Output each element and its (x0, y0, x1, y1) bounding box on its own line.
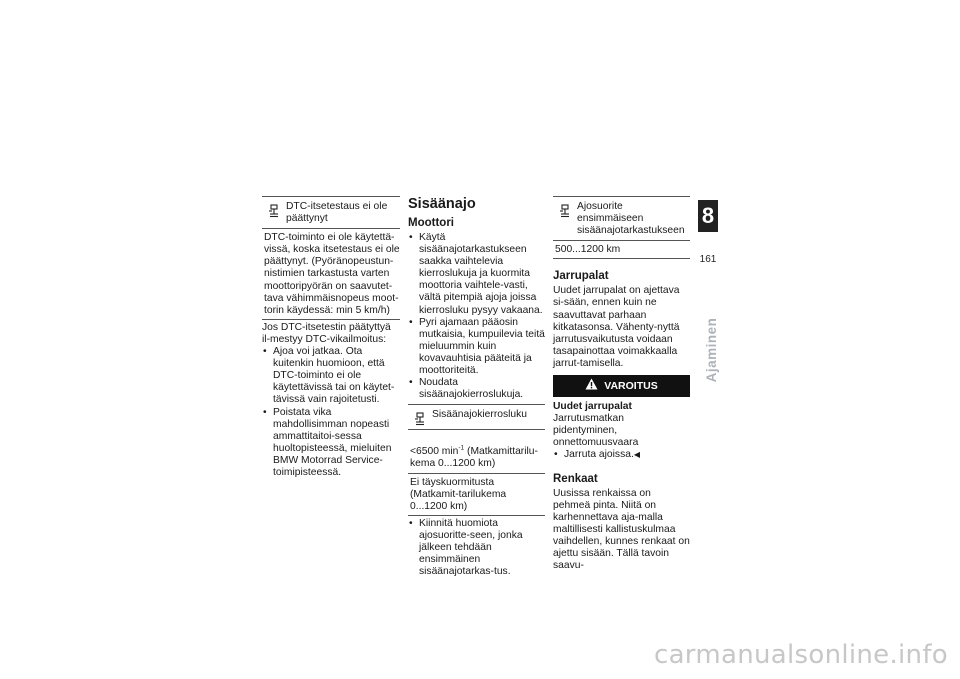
engine-check-icon (553, 201, 577, 237)
info-box-cell-load: Ei täyskuormitusta (Matkamit-tarilukema 0...1200 km) (408, 473, 545, 515)
column-2 (408, 196, 545, 578)
list-item (553, 449, 690, 461)
list-item: • Noudata sisäänajokierroslukuja. (408, 377, 545, 401)
info-box-body: DTC-toiminto ei ole käytettä-vissä, koska itsetestaus ei ole päättynyt. (Pyöränopeustun-nistimien tarkastusta varten moottoripyörän on saavutet-tava vähimmäisnopeus moot-torin käydessä: min 5 km/h) (264, 232, 400, 316)
subsection-title-engine: Moottori (408, 217, 454, 229)
info-box-header (553, 197, 690, 241)
list-item: • Kiinnitä huomiota ajosuoritte-seen, jonka jälkeen tehdään ensimmäinen sisäänajotarkas-tus. (408, 518, 545, 578)
paragraph-dtc-error: Jos DTC-itsetestin päätyttyä il-mestyy DTC-vikailmoitus: (262, 321, 391, 345)
column-1 (262, 196, 400, 479)
warning-banner (553, 375, 690, 397)
info-box-dtc (262, 196, 400, 320)
bullet-list-warning (553, 449, 690, 461)
info-box-header (262, 197, 400, 229)
paragraph-brake-pads: Uudet jarrupalat on ajettava si-sään, ennen kuin ne saavuttavat parhaan kitkatasonsa. Vähenty-nyttä jarrutusvaikutusta voidaan tasapainottaa voimakkaalla jarrut-tamisella. (553, 285, 680, 369)
warning-text: Jarrutusmatkan pidentyminen, onnettomuusvaara (553, 413, 639, 449)
warning-triangle-icon (585, 378, 598, 393)
info-box-header (408, 405, 545, 430)
info-box-first-inspection (553, 196, 690, 259)
info-box-title: Sisäänajokierrosluku (432, 409, 528, 421)
rpm-unit-exponent: -1 (458, 444, 465, 452)
rpm-value: <6500 min (410, 446, 459, 458)
engine-check-icon (408, 409, 432, 426)
list-item: • Ajoa voi jatkaa. Ota kuitenkin huomioon, että DTC-toiminto ei ole käytettävissä tai on käytet-tävissä vain rajoitetusti. (262, 346, 400, 406)
info-box-title: Ajosuorite ensimmäiseen sisäänajotarkastukseen (577, 201, 685, 237)
bullet-list-mileage (408, 518, 545, 578)
page-number: 161 (699, 254, 717, 265)
warning-bullet-text: Jarruta ajoissa. (564, 449, 634, 461)
engine-check-icon (262, 201, 286, 225)
warning-subheading: Uudet jarrupalat (553, 401, 632, 413)
section-title-brake-pads: Jarrupalat (553, 270, 609, 283)
list-item: • Pyri ajamaan pääosin mutkaisia, kumpuilevia teitä mieluummin kuin kovavauhtisia pääteitä ja moottoriteitä. (408, 317, 545, 377)
paragraph-tyres: Uusissa renkaissa on pehmeä pinta. Niitä on karhennettava aja-malla maltillisesti kallistuskulmaa vaihdellen, kunnes renkaat on ajettu sisään. Tällä tavoin saavu- (553, 487, 690, 572)
chapter-number-tab: 8 (698, 200, 718, 232)
rpm-odometer-range: (Matkamittarilu-kema 0...1200 km) (410, 446, 538, 470)
info-box-cell-rpm (408, 430, 545, 472)
list-item: • Poistata vika mahdollisimman nopeasti ammattitaitoi-sessa huoltopisteessä, mieluiten BMW Motorrad Service-toimipisteessä. (262, 407, 400, 480)
info-box-break-in-rpm (408, 404, 545, 515)
warning-label: VAROITUS (604, 379, 658, 392)
column-3 (553, 196, 690, 572)
bullet-list-engine (408, 232, 545, 401)
chapter-label: Ajaminen (703, 317, 719, 383)
list-item: • Käytä sisäänajotarkastukseen saakka vaihtelevia kierroslukuja ja kuormita moottoria vaihtele-vasti, vältä pitempiä ajoja joissa kierrosluku pysyy vakaana. (408, 232, 545, 317)
bullet-list-dtc (262, 346, 400, 479)
section-title-tyres: Renkaat (553, 472, 598, 485)
section-title-break-in: Sisäänajo (408, 196, 476, 212)
watermark: carmanualsonline.info (653, 640, 948, 670)
end-mark-icon: ◀ (633, 450, 640, 460)
info-box-title: DTC-itsetestaus ei ole päättynyt (286, 201, 388, 225)
info-box-body: 500...1200 km (555, 244, 621, 256)
